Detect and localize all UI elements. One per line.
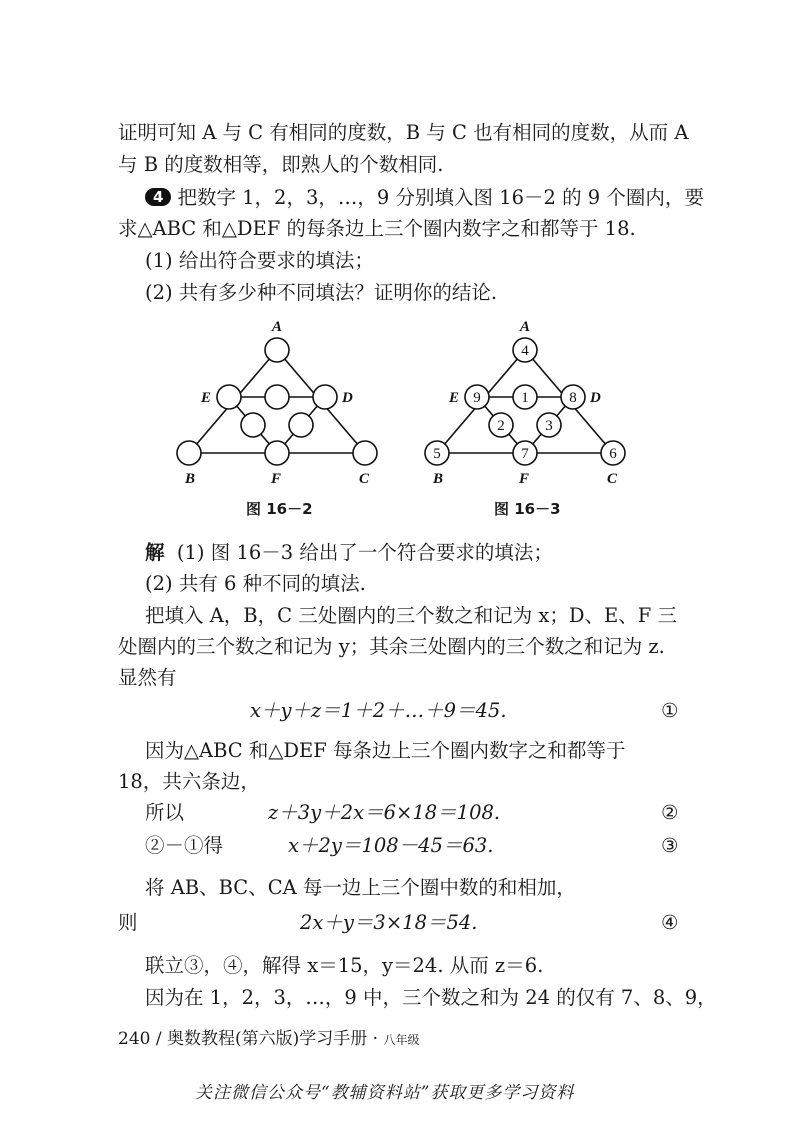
value-C: 6 — [609, 446, 617, 462]
solution-p1-line1: 把填入 A，B，C 三处圈内的三个数之和记为 x；D、E、F 三 — [145, 604, 678, 627]
equation-2: z＋3y＋2x＝6×18＝108. — [268, 801, 501, 824]
label-B: B — [185, 471, 196, 487]
label-E: E — [449, 390, 460, 406]
value-mid-top: 1 — [521, 390, 529, 406]
equation-3-prefix: ②－①得 — [145, 834, 224, 857]
grade-label: 八年级 — [383, 1033, 420, 1047]
label-F: F — [271, 471, 282, 487]
equation-2-prefix: 所以 — [145, 801, 185, 824]
circle-inner-right — [289, 413, 313, 437]
label-C: C — [359, 471, 370, 487]
label-B: B — [433, 471, 444, 487]
circle-D — [313, 385, 337, 409]
figure-16-2-caption: 图 16－2 — [246, 500, 313, 518]
value-inner-right: 3 — [545, 418, 553, 434]
label-A: A — [272, 319, 283, 335]
problem-part-2: (2) 共有多少种不同填法？证明你的结论. — [145, 281, 498, 304]
value-A: 4 — [521, 343, 529, 359]
problem-part-1: (1) 给出符合要求的填法； — [145, 249, 374, 272]
solution-p1-line3: 显然有 — [118, 666, 177, 689]
label-F: F — [519, 471, 530, 487]
equation-2-tag: ② — [661, 801, 679, 824]
circle-inner-left — [241, 413, 265, 437]
equation-4: 2x＋y＝3×18＝54. — [300, 911, 478, 934]
intro-line-2: 与 B 的度数相等，即熟人的个数相同. — [118, 153, 444, 176]
problem-number-badge: 4 — [145, 188, 171, 206]
equation-3: x＋2y＝108－45＝63. — [288, 834, 494, 857]
figure-16-3 — [415, 315, 635, 500]
page-footer — [118, 1024, 420, 1049]
circle-A — [265, 338, 289, 362]
figure-16-2 — [167, 315, 387, 500]
equation-3-tag: ③ — [661, 834, 679, 857]
circle-C — [353, 441, 377, 465]
bottom-note: 关注微信公众号“教辅资料站”获取更多学习资料 — [195, 1083, 575, 1103]
label-E: E — [201, 390, 212, 406]
problem-line-1 — [145, 185, 704, 211]
equation-1: x＋y＋z＝1＋2＋…＋9＝45. — [250, 699, 507, 722]
figure-16-3-caption: 图 16－3 — [494, 500, 561, 518]
label-D: D — [342, 390, 353, 406]
solution-p3: 将 AB、BC、CA 每一边上三个圈中数的和相加， — [145, 876, 576, 899]
solution-s2: (2) 共有 6 种不同的填法. — [145, 572, 366, 595]
circle-F — [265, 441, 289, 465]
page-number: 240 / — [118, 1029, 162, 1049]
value-E: 9 — [473, 390, 481, 406]
equation-4-prefix: 则 — [118, 911, 138, 934]
equation-4-tag: ④ — [661, 911, 679, 934]
solution-s1-text: (1) 图 16－3 给出了一个符合要求的填法； — [176, 541, 553, 564]
solution-p4: 联立③，④，解得 x＝15，y＝24. 从而 z＝6. — [145, 954, 544, 977]
value-F: 7 — [521, 446, 529, 462]
circle-mid-top — [265, 385, 289, 409]
label-A: A — [520, 319, 531, 335]
book-title: 奥数教程(第六版)学习手册 · — [167, 1029, 379, 1049]
value-D: 8 — [569, 390, 577, 406]
circle-E — [217, 385, 241, 409]
label-D: D — [590, 390, 601, 406]
circle-B — [177, 441, 201, 465]
equation-1-tag: ① — [661, 699, 679, 722]
solution-p5: 因为在 1，2，3，…，9 中，三个数之和为 24 的仅有 7、8、9， — [145, 986, 717, 1009]
solution-p2-line1: 因为△ABC 和△DEF 每条边上三个圈内数字之和都等于 — [145, 739, 626, 762]
intro-line-1: 证明可知 A 与 C 有相同的度数，B 与 C 也有相同的度数，从而 A — [118, 121, 689, 144]
solution-p2-line2: 18，共六条边， — [118, 770, 260, 793]
label-C: C — [607, 471, 618, 487]
value-inner-left: 2 — [497, 418, 505, 434]
solution-s1 — [145, 540, 553, 566]
solution-label: 解 — [145, 541, 165, 564]
problem-text-1: 把数字 1，2，3，…，9 分别填入图 16－2 的 9 个圈内，要 — [177, 186, 704, 209]
problem-line-2: 求△ABC 和△DEF 的每条边上三个圈内数字之和都等于 18. — [118, 217, 636, 240]
value-B: 5 — [433, 446, 441, 462]
solution-p1-line2: 处圈内的三个数之和记为 y；其余三处圈内的三个数之和记为 z. — [118, 635, 665, 658]
